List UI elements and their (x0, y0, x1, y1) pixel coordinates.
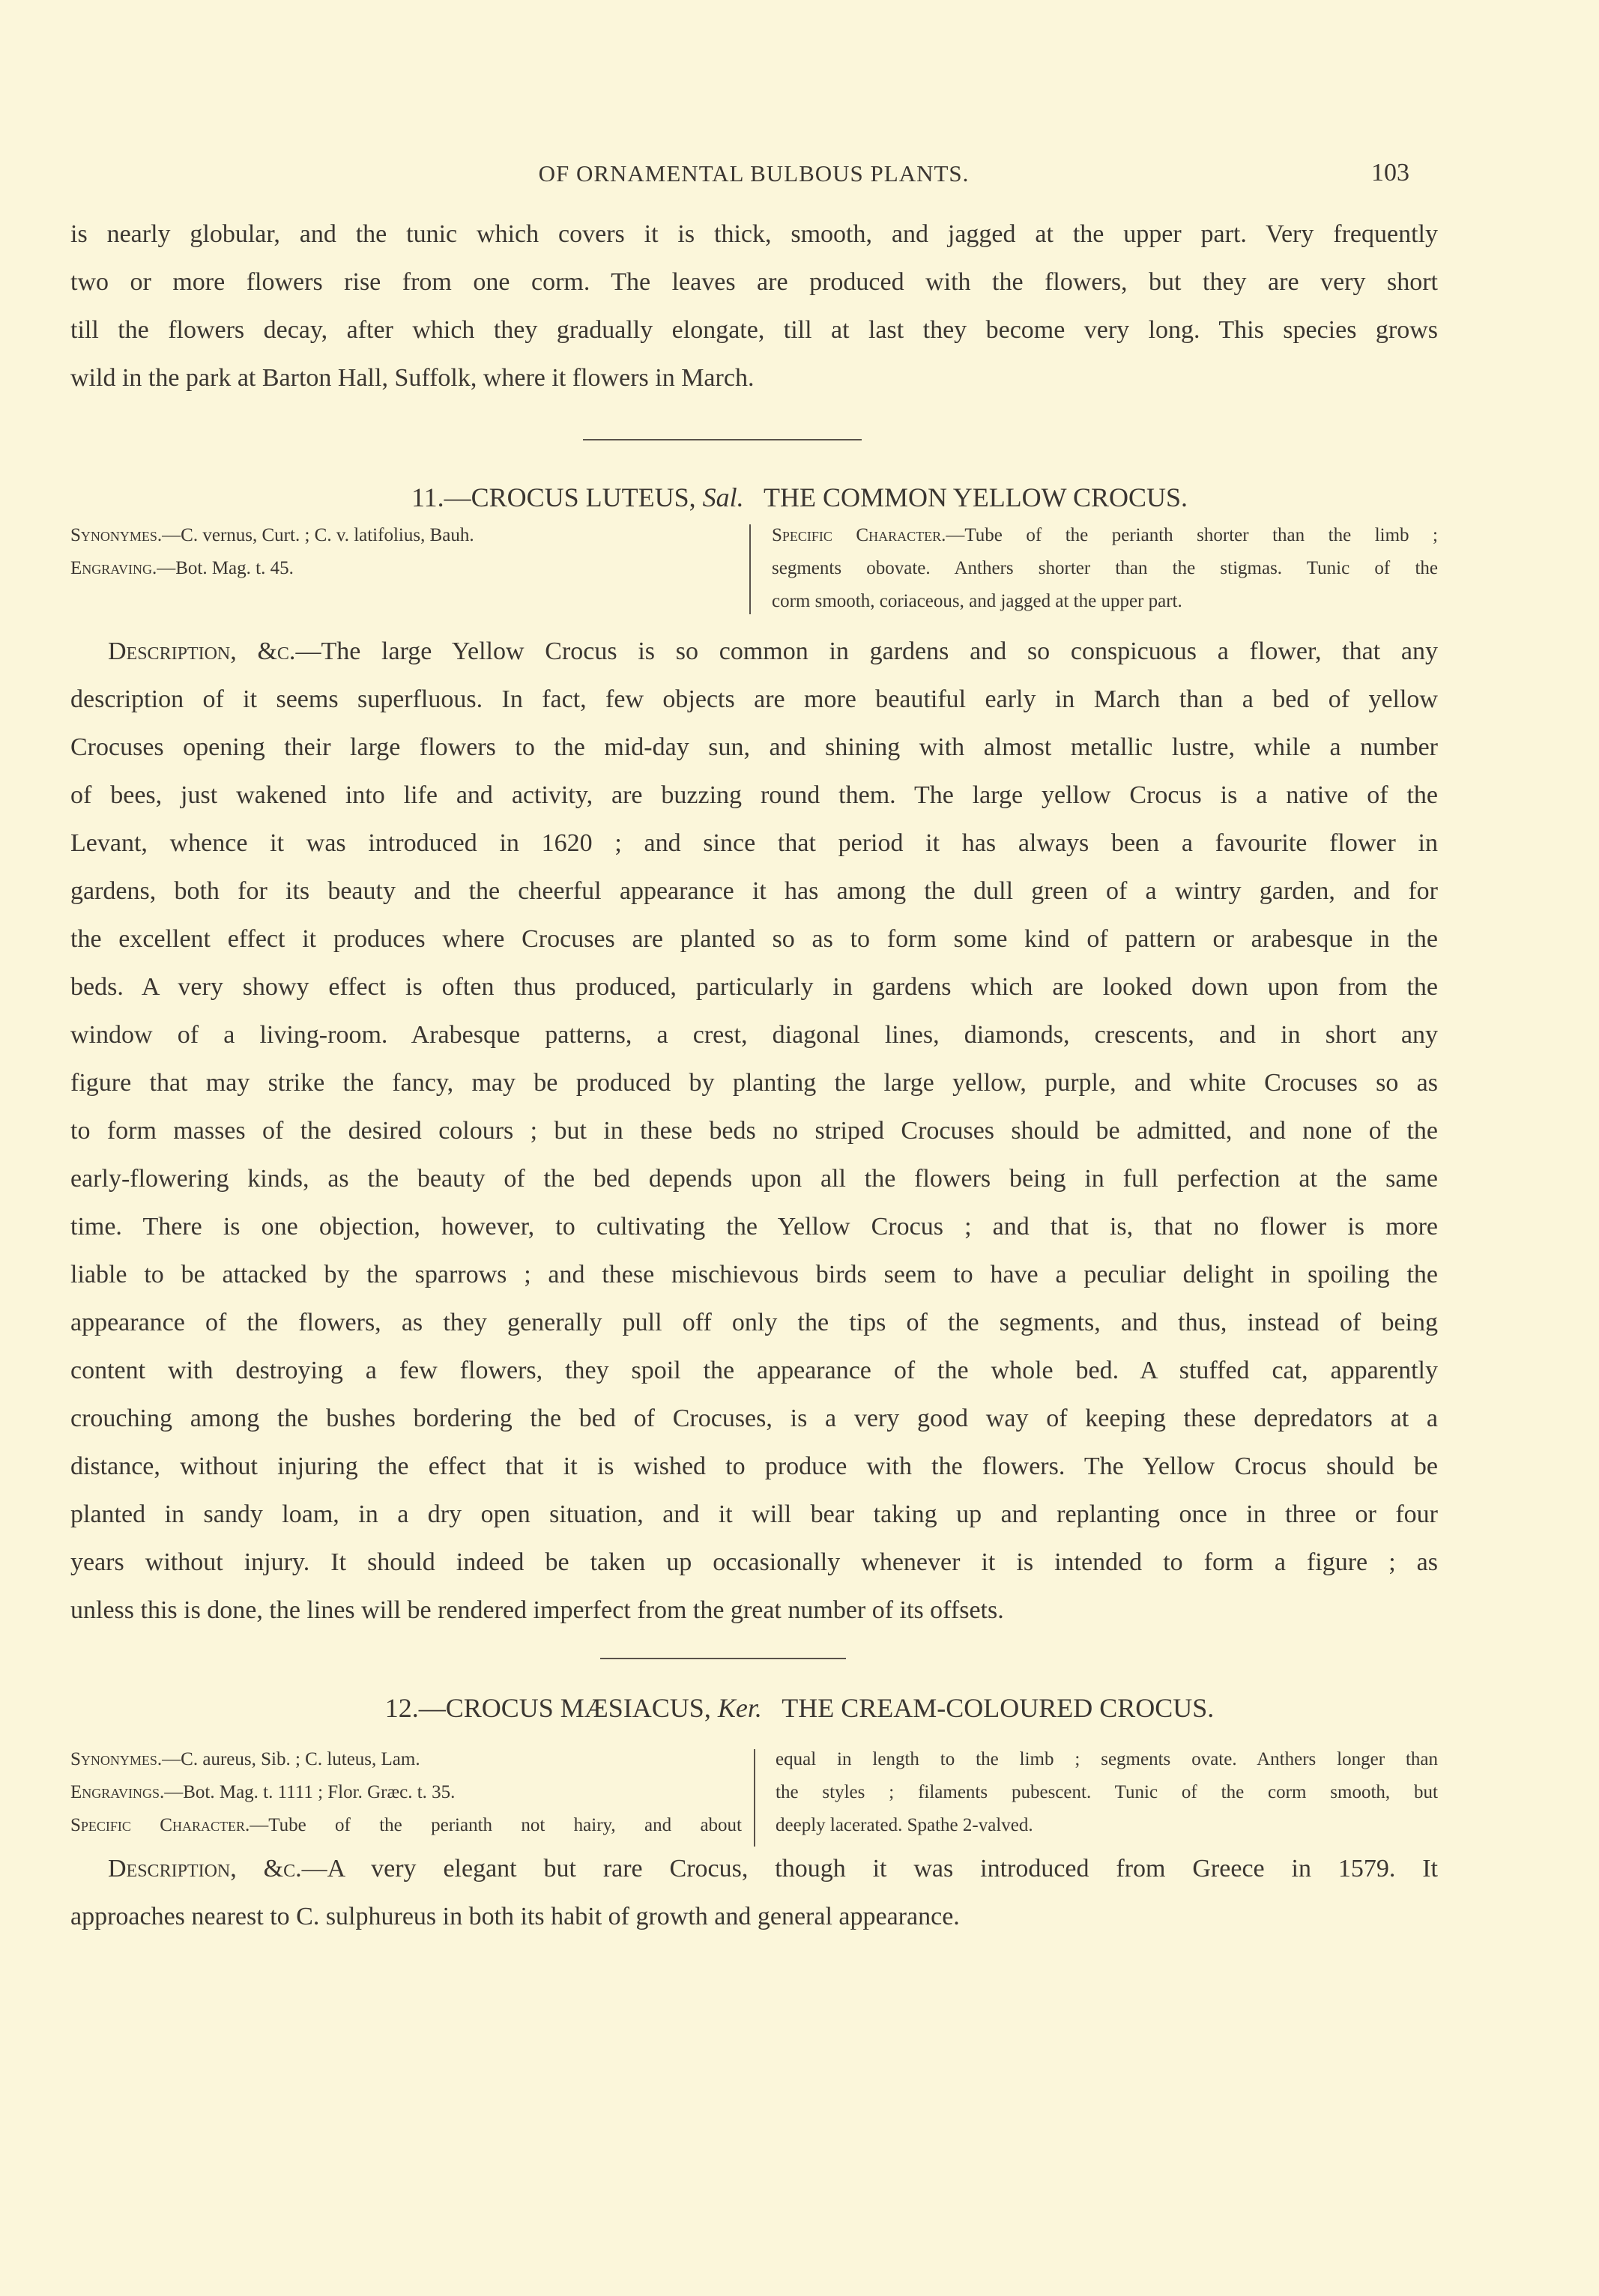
section-divider (600, 1658, 846, 1659)
description-text: Levant, whence it was introduced in 1620 ; and since that period it has always been a favourite flower in (70, 829, 1438, 857)
description-text: description of it seems superfluous. In fact, few objects are more beautiful early in March than a bed of yellow (70, 685, 1438, 713)
text-line (70, 1395, 1438, 1443)
field-line (70, 1743, 742, 1776)
field-value: —Tube of the perianth shorter than the limb ; (946, 525, 1438, 545)
field-label: Engravings. (70, 1782, 165, 1802)
text-line (70, 628, 1438, 676)
section-12-description (70, 1845, 1438, 1941)
description-text: to form masses of the desired colours ; but in these beds no striped Crocuses should be admitted, and none of the (70, 1117, 1438, 1145)
description-text: Crocuses opening their large flowers to the mid-day sun, and shining with almost metallic lustre, while a number (70, 733, 1438, 761)
text-line (70, 1203, 1438, 1251)
section-divider (583, 439, 862, 440)
text-line (70, 724, 1438, 772)
section-11-authority: Sal. (702, 482, 744, 512)
text-line (70, 1587, 1438, 1635)
field-value: —Bot. Mag. t. 45. (157, 558, 294, 578)
field-line (70, 1809, 742, 1842)
text-line (70, 1539, 1438, 1587)
section-11-description (70, 628, 1438, 1635)
field-label: Specific Character. (70, 1815, 250, 1835)
text-line (70, 1443, 1438, 1491)
description-text: beds. A very showy effect is often thus produced, particularly in gardens which are looked down upon from the (70, 973, 1438, 1001)
description-text: distance, without injuring the effect that it is wished to produce with the flowers. The Yellow Crocus should be (70, 1453, 1438, 1480)
text-line: is nearly globular, and the tunic which covers it is thick, smooth, and jagged at the upper part. Very frequently (70, 220, 1438, 248)
section-11-number: 11.—CROCUS LUTEUS, (411, 482, 696, 512)
text-line: corm smooth, coriaceous, and jagged at the upper part. (772, 591, 1182, 611)
description-label: Description, &c. (108, 1855, 302, 1882)
description-text: time. There is one objection, however, to cultivating the Yellow Crocus ; and that is, that no flower is more (70, 1213, 1438, 1241)
section-12-specific-character (776, 1743, 1438, 1842)
column-divider (754, 1749, 755, 1847)
text-line: the styles ; filaments pubescent. Tunic of the corm smooth, but (776, 1782, 1438, 1802)
section-12-number: 12.—CROCUS MÆSIACUS, (384, 1693, 711, 1723)
description-text: —A very elegant but rare Crocus, though it was introduced from Greece in 1579. It (301, 1855, 1438, 1882)
text-line (70, 1893, 1438, 1941)
field-value: —Bot. Mag. t. 1111 ; Flor. Græc. t. 35. (164, 1782, 456, 1802)
text-line (772, 519, 1438, 552)
text-line (70, 772, 1438, 820)
description-text: early-flowering kinds, as the beauty of the bed depends upon all the flowers being in full perfection at the same (70, 1165, 1438, 1193)
text-line: two or more flowers rise from one corm. The leaves are produced with the flowers, but they are very short (70, 268, 1438, 296)
field-label: Specific Character. (772, 525, 946, 545)
text-line (70, 1347, 1438, 1395)
text-line: till the flowers decay, after which they gradually elongate, till at last they become very long. This species grows (70, 316, 1438, 344)
section-11-heading (0, 481, 1599, 514)
field-label: Engraving. (70, 558, 157, 578)
field-line (70, 519, 662, 552)
description-text: window of a living-room. Arabesque patterns, a crest, diagonal lines, diamonds, crescents, and in short any (70, 1021, 1438, 1049)
description-text: gardens, both for its beauty and the cheerful appearance it has among the dull green of a wintry garden, and for (70, 877, 1438, 905)
text-line (70, 1491, 1438, 1539)
field-value: —Tube of the perianth not hairy, and about (250, 1815, 742, 1835)
description-text: planted in sandy loam, in a dry open situation, and it will bear taking up and replanting once in three or four (70, 1500, 1438, 1528)
running-head: OF ORNAMENTAL BULBOUS PLANTS. (538, 160, 970, 187)
description-text: crouching among the bushes bordering the bed of Crocuses, is a very good way of keeping these depredators at a (70, 1405, 1438, 1432)
field-line (70, 552, 662, 585)
text-line (70, 1011, 1438, 1059)
text-line (70, 1107, 1438, 1155)
text-line (70, 1155, 1438, 1203)
text-line (70, 820, 1438, 867)
field-label: Synonymes. (70, 1749, 163, 1769)
field-value: —C. aureus, Sib. ; C. luteus, Lam. (162, 1749, 420, 1769)
text-line: equal in length to the limb ; segments ovate. Anthers longer than (776, 1749, 1438, 1769)
section-12-common-name: THE CREAM-COLOURED CROCUS. (782, 1693, 1215, 1723)
page-number: 103 (1371, 159, 1409, 187)
description-text: figure that may strike the fancy, may be produced by planting the large yellow, purple, and white Crocuses so as (70, 1069, 1438, 1097)
section-12-heading (0, 1691, 1599, 1724)
field-line (70, 1776, 742, 1809)
section-11-specific-character (772, 519, 1438, 618)
description-text: unless this is done, the lines will be rendered imperfect from the great number of its offsets. (70, 1596, 1004, 1624)
description-text: liable to be attacked by the sparrows ; and these mischievous birds seem to have a peculiar delight in spoiling the (70, 1261, 1438, 1288)
text-line (70, 1845, 1438, 1893)
column-divider (749, 524, 751, 614)
section-12-authority: Ker. (717, 1693, 762, 1723)
description-text: approaches nearest to C. sulphureus in both its habit of growth and general appearance. (70, 1903, 960, 1930)
field-label: Synonymes. (70, 525, 163, 545)
description-text: years without injury. It should indeed be taken up occasionally whenever it is intended to form a figure ; as (70, 1548, 1438, 1576)
section-11-synonyms (70, 519, 662, 585)
description-text: of bees, just wakened into life and activity, are buzzing round them. The large yellow Crocus is a native of the (70, 781, 1438, 809)
field-value: —C. vernus, Curt. ; C. v. latifolius, Bauh. (162, 525, 474, 545)
section-11-common-name: THE COMMON YELLOW CROCUS. (764, 482, 1188, 512)
text-line (70, 1299, 1438, 1347)
description-text: the excellent effect it produces where Crocuses are planted so as to form some kind of pattern or arabesque in the (70, 925, 1438, 953)
intro-paragraph (70, 210, 1438, 402)
section-12-synonyms (70, 1743, 742, 1842)
description-label: Description, &c. (108, 637, 296, 665)
text-line (70, 1251, 1438, 1299)
description-text: appearance of the flowers, as they generally pull off only the tips of the segments, and thus, instead of being (70, 1309, 1438, 1336)
description-text: —The large Yellow Crocus is so common in gardens and so conspicuous a flower, that any (295, 637, 1438, 665)
text-line (70, 676, 1438, 724)
text-line: wild in the park at Barton Hall, Suffolk, where it flowers in March. (70, 364, 755, 392)
text-line: segments obovate. Anthers shorter than the stigmas. Tunic of the (772, 558, 1438, 578)
text-line: deeply lacerated. Spathe 2-valved. (776, 1815, 1033, 1835)
text-line (70, 963, 1438, 1011)
text-line (70, 915, 1438, 963)
text-line (70, 1059, 1438, 1107)
description-text: content with destroying a few flowers, they spoil the appearance of the whole bed. A stuffed cat, apparently (70, 1357, 1438, 1384)
text-line (70, 867, 1438, 915)
